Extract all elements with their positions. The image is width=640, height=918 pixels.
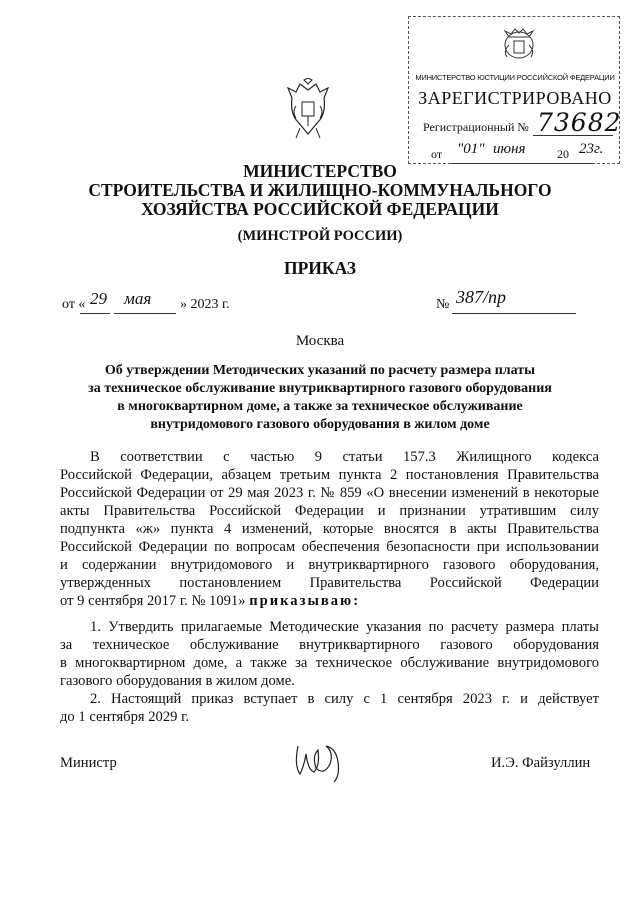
order-title [60, 362, 580, 434]
stamp-date-day: "01" [457, 141, 485, 157]
stamp-date-year-handwritten: 23г. [579, 141, 604, 157]
order-date-day: 29 [90, 289, 107, 308]
preamble-line: Российской Федерации от 29 мая 2023 г. № 859 «О внесении изменений в некоторые [60, 485, 599, 501]
item2-line: 2. Настоящий приказ вступает в силу с 1 сентября 2023 г. и действует [90, 691, 599, 707]
paragraph-gap [60, 610, 599, 618]
registration-stamp [408, 16, 620, 164]
order-title-line: за техническое обслуживание внутриквартирного газового оборудования [88, 381, 552, 396]
order-number: 387/пр [456, 287, 507, 307]
ministry-short-name: (МИНСТРОЙ РОССИИ) [237, 228, 403, 244]
signatory-name: И.Э. Файзуллин [491, 755, 591, 771]
ministry-line-3: ХОЗЯЙСТВА РОССИЙСКОЙ ФЕДЕРАЦИИ [141, 199, 499, 219]
preamble-line: акты Правительства Российской Федерации и признании утратившим силу [60, 503, 599, 519]
preamble-line: В соответствии с частью 9 статьи 157.3 Жилищного кодекса [90, 449, 599, 465]
handwritten-signature [290, 736, 346, 784]
order-verb: приказываю: [249, 593, 361, 609]
city: Москва [295, 333, 345, 349]
order-title-line: Об утверждении Методических указаний по расчету размера платы [104, 363, 536, 378]
document-type: ПРИКАЗ [283, 258, 357, 278]
preamble-line [60, 592, 599, 610]
order-date-month: мая [124, 289, 152, 308]
stamp-organization: МИНИСТЕРСТВО ЮСТИЦИИ РОССИЙСКОЙ ФЕДЕРАЦИИ [415, 73, 615, 82]
order-number-label: № [436, 297, 450, 312]
item1-line: за техническое обслуживание внутриквартирного газового оборудования [60, 637, 599, 653]
ministry-line-1: МИНИСТЕРСТВО [243, 161, 397, 181]
ministry-line-2: СТРОИТЕЛЬСТВА И ЖИЛИЩНО-КОММУНАЛЬНОГО [88, 180, 552, 200]
eagle-emblem-icon [501, 23, 537, 63]
order-title-line: в многоквартирном доме, а также за техническое обслуживание [117, 399, 523, 414]
preamble-line: утвержденных постановлением Правительства Российской Федерации [60, 575, 599, 591]
order-title-line: внутридомового газового оборудования в жилом доме [150, 417, 490, 432]
coat-of-arms-icon [286, 78, 330, 142]
signatory-position: Министр [60, 755, 117, 771]
item1-line: 1. Утвердить прилагаемые Методические указания по расчету размера платы [90, 619, 599, 635]
order-body [60, 448, 599, 726]
preamble-line: Российской Федерации, абзацем третьим пункта 2 постановления Правительства [60, 467, 599, 483]
stamp-status: ЗАРЕГИСТРИРОВАНО [418, 88, 612, 108]
order-date-year: » 2023 г. [180, 297, 230, 312]
order-date-day-underline [80, 313, 110, 314]
stamp-date-month: июня [493, 141, 526, 157]
preamble-line: Российской Федерации по вопросам обеспечения безопасности при использовании [60, 539, 599, 555]
item1-line: газового оборудования в жилом доме. [60, 673, 295, 689]
order-number-underline [452, 313, 576, 314]
order-date-month-underline [114, 313, 176, 314]
item1-line: в многоквартирном доме, а также за техническое обслуживание внутридомового [60, 655, 599, 671]
stamp-number-label: Регистрационный № [423, 120, 529, 134]
preamble-last-text: от 9 сентября 2017 г. № 1091» [60, 593, 246, 609]
preamble-line: подпункта «ж» пункта 4 изменений, которые вносятся в акты Правительства [60, 521, 599, 537]
order-date-prefix: от « [62, 297, 86, 312]
preamble-line: и содержании внутридомового и внутриквартирного газового оборудования, [60, 557, 599, 573]
stamp-number: 73682 [537, 108, 622, 137]
stamp-date-prefix: от [431, 147, 443, 161]
item2-line: до 1 сентября 2029 г. [60, 709, 190, 725]
stamp-date-year-printed: 20 [557, 147, 569, 161]
